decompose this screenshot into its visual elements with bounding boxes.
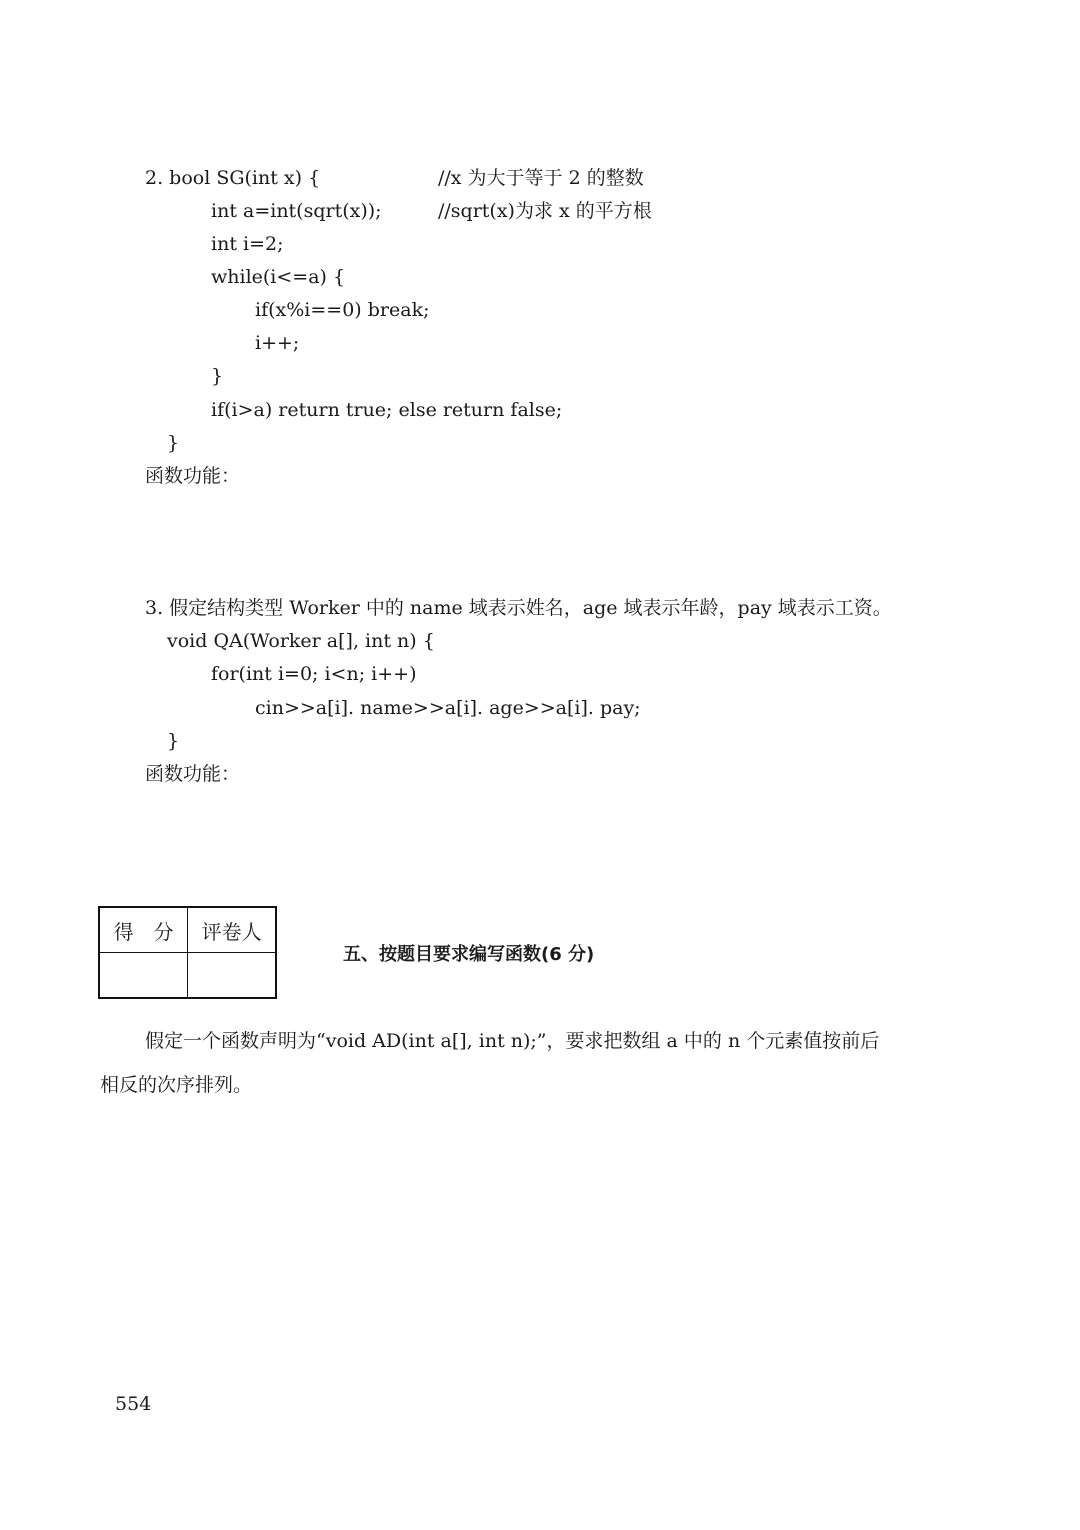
q2-line-8: if(i>a) return true; else return false;	[211, 399, 563, 421]
q2-line-3: int i=2;	[211, 233, 284, 255]
q3-answer-label: 函数功能：	[145, 763, 241, 785]
section-5-text-line-1: 假定一个函数声明为“void AD(int a[], int n);”，要求把数组 a 中的 n 个元素值按前后	[145, 1030, 880, 1052]
score-header: 得 分	[99, 907, 188, 953]
q2-answer-label: 函数功能：	[145, 465, 241, 487]
q2-line-2: int a=int(sqrt(x));	[211, 200, 382, 222]
q2-comment-1: //x 为大于等于 2 的整数	[438, 167, 644, 189]
q3-line-1: 3. 假定结构类型 Worker 中的 name 域表示姓名，age 域表示年龄，pay 域表示工资。	[145, 597, 892, 619]
q2-line-7: }	[211, 365, 224, 387]
score-cell[interactable]	[99, 953, 188, 999]
grader-cell[interactable]	[188, 953, 276, 999]
q2-line-6: i++;	[255, 332, 300, 354]
section-5-text-line-2: 相反的次序排列。	[100, 1074, 253, 1096]
q2-line-9: }	[167, 432, 180, 454]
score-table	[98, 906, 277, 999]
section-5-title: 五、按题目要求编写函数(6 分)	[343, 944, 595, 965]
grader-header: 评卷人	[188, 907, 276, 953]
q3-line-3: for(int i=0; i<n; i++)	[211, 663, 417, 685]
q2-line-5: if(x%i==0) break;	[255, 299, 430, 321]
q2-line-4: while(i<=a) {	[211, 266, 346, 288]
q2-line-1: 2. bool SG(int x) {	[145, 167, 321, 189]
page-number: 554	[115, 1393, 152, 1415]
q3-line-4: cin>>a[i]. name>>a[i]. age>>a[i]. pay;	[255, 697, 641, 719]
q2-comment-2: //sqrt(x)为求 x 的平方根	[438, 200, 652, 222]
q3-line-2: void QA(Worker a[], int n) {	[167, 630, 435, 652]
q3-line-5: }	[167, 730, 180, 752]
